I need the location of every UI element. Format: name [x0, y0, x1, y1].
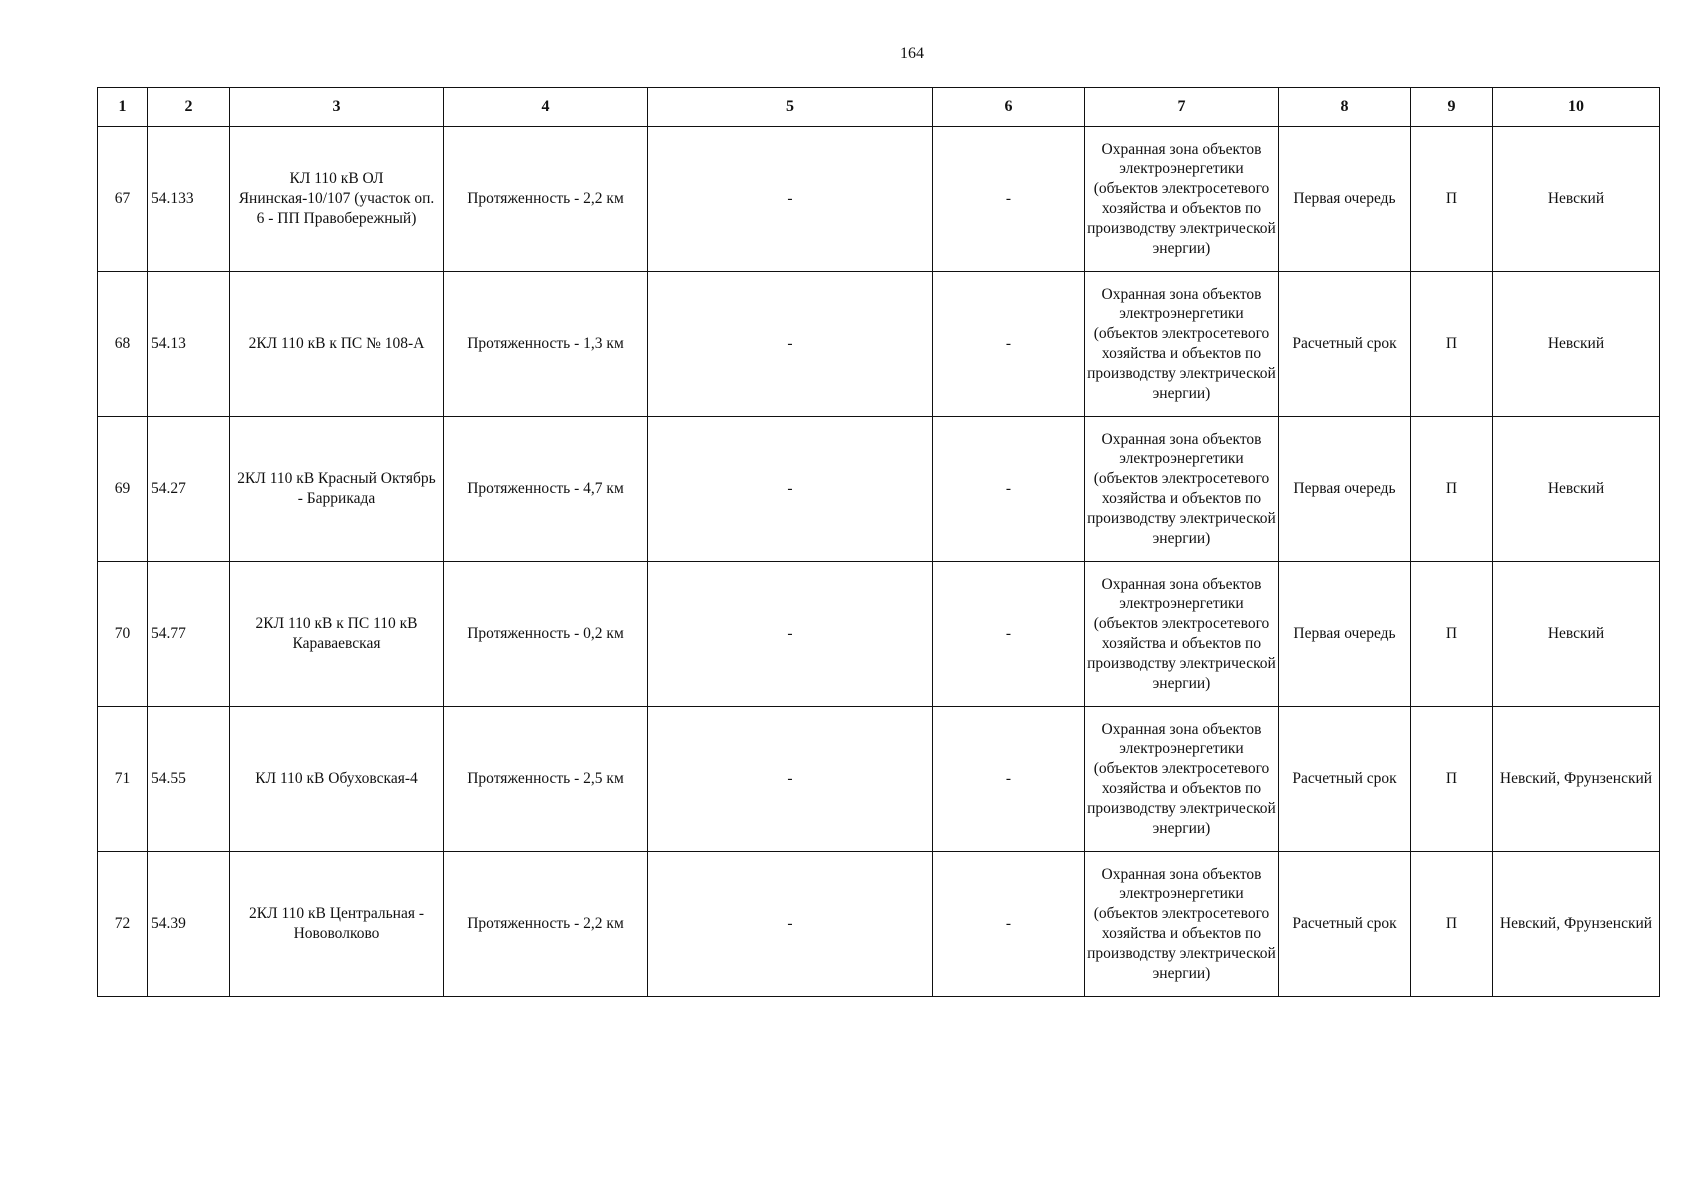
table-row: [98, 127, 1660, 272]
object-name: КЛ 110 кВ ОЛ Янинская-10/107 (участок оп. 6 - ПП Правобережный): [230, 127, 444, 272]
object-status: П: [1411, 562, 1493, 707]
object-length: Протяженность - 2,2 км: [444, 852, 648, 997]
district: Невский: [1493, 272, 1660, 417]
row-number: 72: [98, 852, 148, 997]
object-status: П: [1411, 417, 1493, 562]
object-code: 54.39: [148, 852, 230, 997]
object-length: Протяженность - 2,5 км: [444, 707, 648, 852]
object-name: 2КЛ 110 кВ к ПС 110 кВ Караваевская: [230, 562, 444, 707]
implementation-stage: Расчетный срок: [1279, 707, 1411, 852]
cell-col6: -: [933, 852, 1085, 997]
district: Невский: [1493, 127, 1660, 272]
object-name: 2КЛ 110 кВ Центральная - Нововолково: [230, 852, 444, 997]
object-code: 54.27: [148, 417, 230, 562]
object-length: Протяженность - 2,2 км: [444, 127, 648, 272]
implementation-stage: Первая очередь: [1279, 127, 1411, 272]
implementation-stage: Расчетный срок: [1279, 272, 1411, 417]
object-name: КЛ 110 кВ Обуховская-4: [230, 707, 444, 852]
district: Невский, Фрунзенский: [1493, 707, 1660, 852]
cell-col6: -: [933, 417, 1085, 562]
table-header-row: [98, 88, 1660, 127]
cell-col5: -: [648, 562, 933, 707]
object-name: 2КЛ 110 кВ Красный Октябрь - Баррикада: [230, 417, 444, 562]
table-row: [98, 562, 1660, 707]
object-length: Протяженность - 0,2 км: [444, 562, 648, 707]
table-row: [98, 707, 1660, 852]
cell-col6: -: [933, 707, 1085, 852]
protection-zone: Охранная зона объектов электроэнергетики (объектов электросетевого хозяйства и объектов по производству электрической энергии): [1085, 417, 1279, 562]
row-number: 71: [98, 707, 148, 852]
cell-col5: -: [648, 707, 933, 852]
column-header-3: 3: [230, 88, 444, 127]
data-table: [97, 87, 1660, 997]
object-length: Протяженность - 1,3 км: [444, 272, 648, 417]
column-header-2: 2: [148, 88, 230, 127]
object-code: 54.13: [148, 272, 230, 417]
column-header-7: 7: [1085, 88, 1279, 127]
table-row: [98, 272, 1660, 417]
implementation-stage: Расчетный срок: [1279, 852, 1411, 997]
column-header-6: 6: [933, 88, 1085, 127]
object-length: Протяженность - 4,7 км: [444, 417, 648, 562]
object-code: 54.55: [148, 707, 230, 852]
district: Невский: [1493, 562, 1660, 707]
table-row: [98, 417, 1660, 562]
protection-zone: Охранная зона объектов электроэнергетики (объектов электросетевого хозяйства и объектов по производству электрической энергии): [1085, 562, 1279, 707]
table-row: [98, 852, 1660, 997]
object-status: П: [1411, 127, 1493, 272]
cell-col5: -: [648, 127, 933, 272]
protection-zone: Охранная зона объектов электроэнергетики (объектов электросетевого хозяйства и объектов по производству электрической энергии): [1085, 127, 1279, 272]
column-header-1: 1: [98, 88, 148, 127]
object-status: П: [1411, 272, 1493, 417]
column-header-8: 8: [1279, 88, 1411, 127]
protection-zone: Охранная зона объектов электроэнергетики (объектов электросетевого хозяйства и объектов по производству электрической энергии): [1085, 272, 1279, 417]
column-header-5: 5: [648, 88, 933, 127]
cell-col6: -: [933, 127, 1085, 272]
cell-col5: -: [648, 272, 933, 417]
district: Невский, Фрунзенский: [1493, 852, 1660, 997]
object-code: 54.133: [148, 127, 230, 272]
object-status: П: [1411, 707, 1493, 852]
column-header-9: 9: [1411, 88, 1493, 127]
cell-col6: -: [933, 272, 1085, 417]
column-header-4: 4: [444, 88, 648, 127]
object-name: 2КЛ 110 кВ к ПС № 108-А: [230, 272, 444, 417]
row-number: 70: [98, 562, 148, 707]
row-number: 68: [98, 272, 148, 417]
object-code: 54.77: [148, 562, 230, 707]
cell-col5: -: [648, 852, 933, 997]
implementation-stage: Первая очередь: [1279, 562, 1411, 707]
row-number: 69: [98, 417, 148, 562]
page-number: 164: [900, 45, 924, 62]
protection-zone: Охранная зона объектов электроэнергетики (объектов электросетевого хозяйства и объектов по производству электрической энергии): [1085, 707, 1279, 852]
district: Невский: [1493, 417, 1660, 562]
column-header-10: 10: [1493, 88, 1660, 127]
cell-col5: -: [648, 417, 933, 562]
row-number: 67: [98, 127, 148, 272]
object-status: П: [1411, 852, 1493, 997]
cell-col6: -: [933, 562, 1085, 707]
implementation-stage: Первая очередь: [1279, 417, 1411, 562]
protection-zone: Охранная зона объектов электроэнергетики (объектов электросетевого хозяйства и объектов по производству электрической энергии): [1085, 852, 1279, 997]
